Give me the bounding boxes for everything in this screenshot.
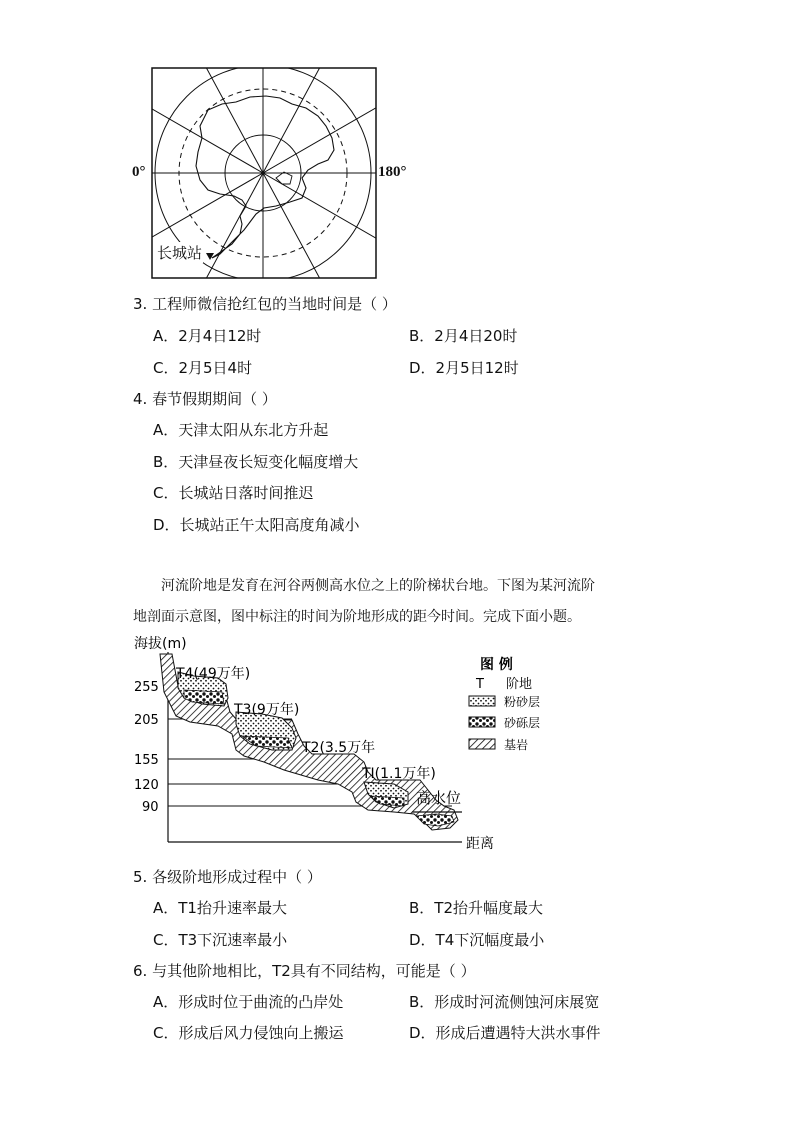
option-item: C．2月5日4时 [153,359,253,377]
option-item: A．形成时位于曲流的凸岸处 [153,993,344,1011]
legend-symbol-t: T [476,677,484,692]
legend-label: 砂砾层 [504,716,541,730]
terrace-label-t2: T2(3.5万年 [302,740,376,756]
legend-label: 基岩 [504,738,529,752]
option-item: B．T2抬升幅度最大 [409,899,543,917]
question-text: 工程师微信抢红包的当地时间是（ ） [152,295,397,313]
option-item: B．2月4日20时 [409,327,518,345]
option-item: A．2月4日12时 [153,327,262,345]
legend-title: 图 例 [480,657,513,673]
question-number: 3. [133,295,148,313]
legend [469,656,540,752]
tick-label: 205 [134,713,159,728]
option-item: D．T4下沉幅度最小 [409,931,545,949]
question-6-stem [133,961,476,981]
y-axis-label: 海拔(m) [134,636,187,652]
intro-line-2: 地剖面示意图，图中标注的时间为阶地形成的距今时间。完成下面小题。 [133,609,581,625]
tick-label: 90 [142,800,159,815]
map-label-180-degree: 180° [378,164,407,180]
question-text: 各级阶地形成过程中（ ） [152,868,322,886]
map-label-station: 长城站 [157,244,203,262]
option-item: B．形成时河流侧蚀河床展宽 [409,993,600,1011]
intro-line-1: 河流阶地是发育在河谷两侧高水位之上的阶梯状台地。下图为某河流阶 [161,578,595,594]
question-number: 6. [133,962,148,980]
legend-gravel-swatch [469,717,495,727]
legend-silt-swatch [469,696,495,706]
terrace-label-t4: T4(49万年) [176,666,251,682]
option-item: C．长城站日落时间推迟 [153,484,314,502]
terrace-label-t1: TI(1.1万年) [362,766,436,782]
option-item: A．T1抬升速率最大 [153,899,287,917]
option-item: D．形成后遭遇特大洪水事件 [409,1024,601,1042]
terrace-cross-section [132,632,562,858]
terrace-label-t3: T3(9万年) [234,702,300,718]
map-label-0-degree: 0° [132,164,146,180]
question-number: 4. [133,390,148,408]
question-number: 5. [133,868,148,886]
legend-label: 粉砂层 [504,695,541,709]
tick-label: 255 [134,680,159,695]
option-item: B．天津昼夜长短变化幅度增大 [153,453,359,471]
high-water-label: 高水位 [416,789,462,807]
question-3-stem [133,294,397,314]
x-axis-label: 距离 [466,836,494,852]
option-item: C．T3下沉速率最小 [153,931,288,949]
question-text: 春节假期期间（ ） [152,390,277,408]
question-text: 与其他阶地相比，T2具有不同结构，可能是（ ） [152,962,476,980]
question-4-stem [133,389,277,409]
question-5-stem [133,867,322,887]
option-item: D．长城站正午太阳高度角减小 [153,516,360,534]
option-item: D．2月5日12时 [409,359,519,377]
tick-label: 155 [134,753,159,768]
tick-label: 120 [134,778,159,793]
option-item: A．天津太阳从东北方升起 [153,421,329,439]
legend-label: 阶地 [506,677,533,692]
legend-bedrock-swatch [469,739,495,749]
option-item: C．形成后风力侵蚀向上搬运 [153,1024,344,1042]
river-terrace-diagram [132,632,562,858]
